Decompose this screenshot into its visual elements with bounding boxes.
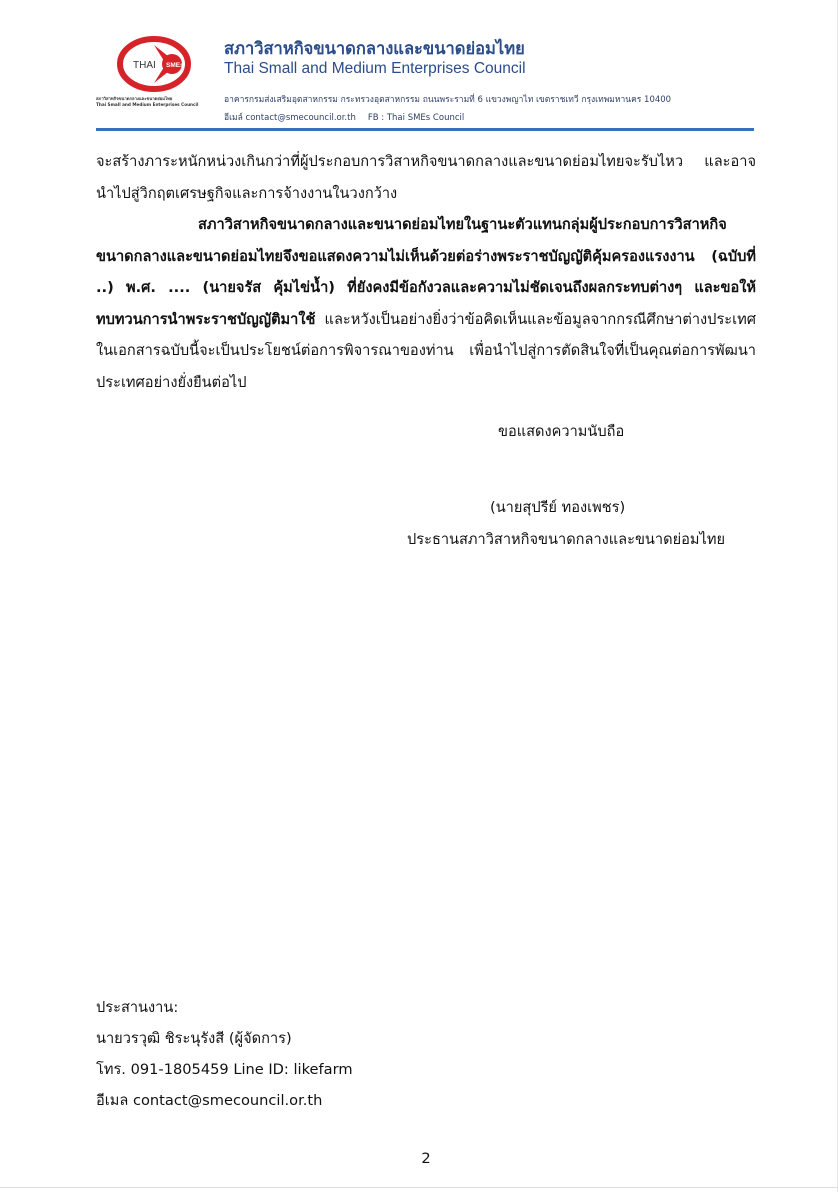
logo-caption-th: สภาวิสาหกิจขนาดกลางและขนาดย่อมไทย <box>96 96 173 101</box>
header-divider <box>96 128 754 131</box>
coordinator-phone: โทร. 091-1805459 Line ID: likefarm <box>96 1061 353 1078</box>
org-email: อีเมล์ contact@smecouncil.or.th <box>224 113 356 123</box>
logo-caption-en: Thai Small and Medium Enterprises Council <box>96 102 199 107</box>
coordinator-email: อีเมล contact@smecouncil.or.th <box>96 1092 323 1109</box>
page-edge-bottom <box>0 1187 838 1188</box>
org-name-thai: สภาวิสาหกิจขนาดกลางและขนาดย่อมไทย <box>224 39 525 58</box>
coordinator-block <box>96 992 353 1116</box>
org-facebook: FB : Thai SMEs Council <box>367 113 465 123</box>
logo-badge-text: SMEs <box>166 62 184 69</box>
paragraph-2 <box>96 209 756 398</box>
paragraph-1: จะสร้างภาระหนักหน่วงเกินกว่าที่ผู้ประกอบการวิสาหกิจขนาดกลางและขนาดย่อมไทยจะรับไหว และอาจนำไปสู่วิกฤตเศรษฐกิจและการจ้างงานในวงกว้าง <box>96 153 756 202</box>
paragraph-2-regular: และหวังเป็นอย่างยิ่งว่าข้อคิดเห็นและข้อมูลจากกรณีศึกษาต่างประเทศในเอกสารฉบับนี้จะเป็นประโยชน์ต่อการพิจารณาของท่าน เพื่อนำไปสู่การตัดสินใจที่เป็นคุณต่อการพัฒนาประเทศอย่างยั่งยืนต่อไป <box>96 310 756 391</box>
paragraph-2-bold: สภาวิสาหกิจขนาดกลางและขนาดย่อมไทยในฐานะตัวแทนกลุ่มผู้ประกอบการวิสาหกิจขนาดกลางและขนาดย่อมไทยจึงขอแสดงความไม่เห็นด้วยต่อร่างพระราชบัญญัติคุ้มครองแรงงาน (ฉบับที่ ..) พ.ศ. .... (นายจรัส คุ้มไข่น้ำ) ที่ยังคงมีข้อกังวลและความไม่ชัดเจนถึงผลกระทบต่างๆ และขอให้ทบทวนการนำพระราชบัญญัติมาใช้ <box>96 216 756 328</box>
org-contact-line <box>224 110 464 124</box>
signer-name: (นายสุปรีย์ ทองเพชร) <box>490 499 626 516</box>
closing-salutation: ขอแสดงความนับถือ <box>498 423 625 440</box>
signer-title: ประธานสภาวิสาหกิจขนาดกลางและขนาดย่อมไทย <box>407 531 726 548</box>
coordinator-name: นายวรวุฒิ ชิระนุรังสี (ผู้จัดการ) <box>96 1030 292 1047</box>
org-name-english: Thai Small and Medium Enterprises Council <box>224 60 526 77</box>
logo-text: THAI <box>133 60 156 71</box>
org-address: อาคารกรมส่งเสริมอุตสาหกรรม กระทรวงอุตสาหกรรม ถนนพระรามที่ 6 แขวงพญาไท เขตราชเทวี กรุงเทพมหานคร 10400 <box>224 95 672 105</box>
council-logo-icon <box>96 34 212 96</box>
coordinator-heading: ประสานงาน: <box>96 999 179 1016</box>
page-number: 2 <box>421 1150 431 1167</box>
letter-body <box>96 146 756 398</box>
